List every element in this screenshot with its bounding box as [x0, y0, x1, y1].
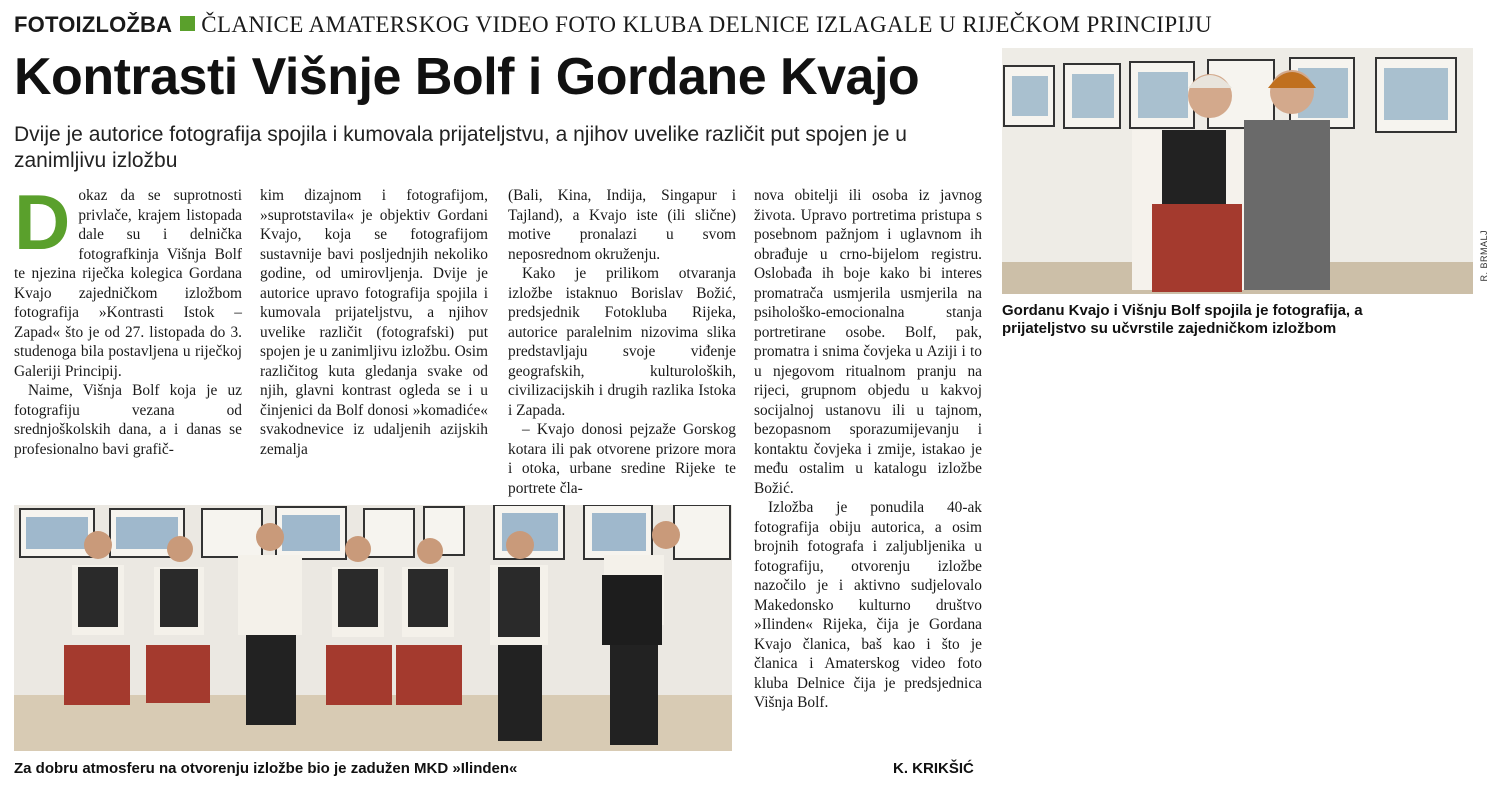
- portrait-photo: [1002, 48, 1473, 294]
- paragraph: (Bali, Kina, Indija, Singapur i Tajland), a Kvajo iste (ili slične) motive pronalazi u svom neposrednom okruženju.: [508, 187, 736, 263]
- group-photo: [14, 505, 732, 751]
- paragraph: nova obitelji ili osoba iz javnog života. Upravo portretima pristupa s posebnom pažnjom i uglavnom ih obrađuje u crno-bijelom registru. Oslobađa ih boje kako bi interes promatrača usmjerila usmjerila na psihološko-emocionalna stanja portretirane osobe. Bolf, pak, promatra i snima čovjeka u Aziji i to u njegovom ritualnom pranju na rijeci, grupnom objedu u kakvoj socijalnoj ustanovu ili u tajnom, bezopasnom sporazumijevanju i kontaktu čovjeka i zmije, istakao je među ostalim u katalogu izložbe Božić.: [754, 187, 982, 497]
- paragraph: – Kvajo donosi pejzaže Gorskog kotara ili pak otvorene prizore mora i otoka, urbane sredine Rijeke te portrete čla-: [508, 421, 736, 497]
- article-column-3: [508, 186, 736, 498]
- paragraph: kim dizajnom i fotografijom, »suprotstavila« je objektiv Gordani Kvajo, koja se fotografijom sustavnije bavi posljednjih nekoliko godine, od umirovljenja. Dvije je autorice upravo fotografija spojila i kumovala prijateljstvu, a njihov uvelike različit (fotografski) put spojen je u zanimljivu izložbu. Osim različitog kuta gledanja svake od njih, glavni kontrast ogleda se i u činjenici da Bolf donosi »komadiće« svakodnevice iz udaljenih azijskih zemalja: [260, 187, 488, 458]
- headline: Kontrasti Višnje Bolf i Gordane Kvajo: [14, 48, 920, 106]
- author-byline: K. KRIKŠIĆ: [893, 760, 974, 777]
- kicker-text: ČLANICE AMATERSKOG VIDEO FOTO KLUBA DELNICE IZLAGALE U RIJEČKOM PRINCIPIJU: [201, 12, 1212, 37]
- paragraph: Dokaz da se suprotnosti privlače, krajem listopada dale su i delnička fotografkinja Višnja Bolf te njezina riječka kolegica Gordana Kvajo zajedničkom izložbom fotografija »Kontrasti Istok – Zapad« što je od 27. listopada do 3. studenoga bila postavljena u riječkoj Galeriji Principij.: [14, 178, 242, 380]
- photo-credit: R. BRMALJ: [1479, 230, 1489, 282]
- paragraph: Naime, Višnja Bolf koja je uz fotografiju vezana od srednjoškolskih dana, a i danas se profesionalno bavi grafič-: [14, 382, 242, 458]
- green-square-icon: [180, 16, 195, 31]
- article-column-1: [14, 178, 242, 459]
- article-column-2: [260, 186, 488, 459]
- article-column-4: [754, 186, 982, 713]
- deck: Dvije je autorice fotografija spojila i kumovala prijateljstvu, a njihov uvelike različit put spojen je u zanimljivu izložbu: [14, 123, 907, 172]
- kicker-line: [14, 10, 1212, 40]
- portrait-photo-caption: Gordanu Kvajo i Višnju Bolf spojila je fotografija, a prijateljstvo su učvrstile zajedničkom izložbom: [1002, 302, 1363, 337]
- paragraph: Izložba je ponudila 40-ak fotografija obiju autorica, a osim brojnih fotografa i zaljubljenika u fotografiju, otvorenju izložbe nazočilo je i aktivno sudjelovalo Makedonsko kulturno društvo »Ilinden« Rijeka, čija je Gordana Kvajo članica, baš kao i što je članica i Amaterskog video foto kluba Delnice čija je predsjednica Višnja Bolf.: [754, 499, 982, 711]
- drop-cap: D: [14, 178, 71, 266]
- main-photo-caption: Za dobru atmosferu na otvorenju izložbe bio je zadužen MKD »Ilinden«: [14, 760, 518, 777]
- section-label: FOTOIZLOŽBA: [14, 12, 173, 37]
- paragraph: Kako je prilikom otvaranja izložbe istaknuo Borislav Božić, predsjednik Fotokluba Rijeka, autorice paralelnim nizovima slika predstavljaju svoje viđenje geografskih, kulturoloških, civilizacijskih i drugih razlika Istoka i Zapada.: [508, 265, 736, 419]
